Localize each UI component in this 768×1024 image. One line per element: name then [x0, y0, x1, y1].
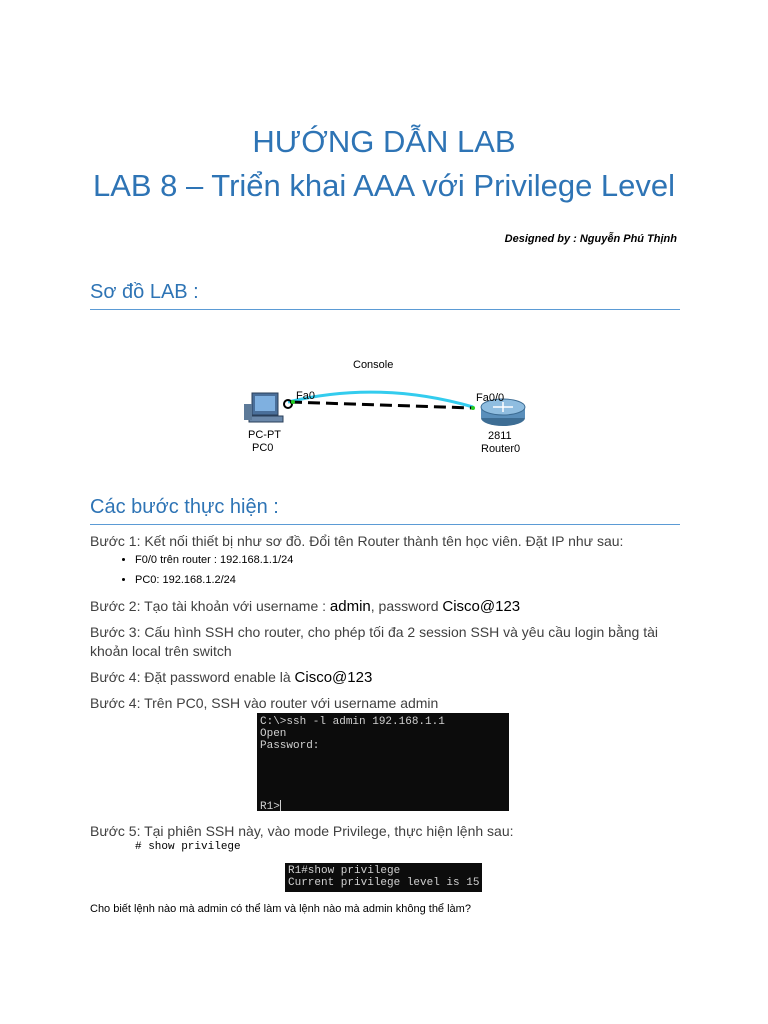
question-text: Cho biết lệnh nào mà admin có thể làm và lệnh nào mà admin không thể làm?: [90, 903, 471, 915]
terminal-line: C:\>ssh -l admin 192.168.1.1: [260, 716, 445, 728]
pc-link-light: [291, 400, 295, 404]
step-5: Bước 5: Tại phiên SSH này, vào mode Privilege, thực hiện lệnh sau:: [90, 823, 514, 839]
terminal-line: Password:: [260, 740, 320, 752]
section-heading-steps: Các bước thực hiện :: [90, 494, 680, 525]
step-2-password: Cisco@123: [442, 598, 521, 615]
pc-icon: [244, 393, 283, 422]
terminal-cursor: [280, 800, 281, 811]
router-model-label: 2811: [488, 430, 512, 442]
pc-name-label: PC0: [252, 442, 274, 454]
ip-bullet-list: [115, 550, 293, 590]
terminal-prompt-line: [260, 800, 506, 813]
step-1: Bước 1: Kết nối thiết bị như sơ đồ. Đổi tên Router thành tên học viên. Đặt IP như sau:: [90, 533, 624, 549]
doc-title-line2: LAB 8 – Triển khai AAA với Privilege Level: [92, 168, 676, 203]
designed-by: Designed by : Nguyễn Phú Thịnh: [504, 233, 677, 245]
terminal-line: [260, 752, 506, 764]
pc-port-label: Fa0: [296, 390, 315, 402]
terminal-line: Current privilege level is 15: [288, 877, 480, 889]
step-5-command: # show privilege: [135, 841, 241, 853]
terminal-line: R1#show privilege: [288, 865, 401, 877]
router-name-label: Router0: [481, 443, 521, 455]
network-diagram: [230, 352, 540, 462]
bullet-router-ip: • F0/0 trên router : 192.168.1.1/24: [135, 550, 293, 570]
section-heading-topology: Sơ đồ LAB :: [90, 279, 680, 310]
step-2-text: Bước 2: Tạo tài khoản với username :: [90, 598, 330, 614]
step-4b: Bước 4: Trên PC0, SSH vào router với username admin: [90, 695, 439, 711]
console-label: Console: [353, 359, 394, 371]
router-port-label: Fa0/0: [476, 392, 505, 404]
step-2-username: admin: [329, 598, 371, 615]
step-4a-text: Bước 4: Đặt password enable là: [90, 669, 295, 685]
doc-title-line1: HƯỚNG DẪN LAB: [252, 124, 516, 159]
pc-type-label: PC-PT: [248, 429, 281, 441]
terminal-line: Open: [260, 728, 287, 740]
terminal-show-privilege: [285, 863, 482, 892]
terminal-prompt: R1>: [260, 801, 280, 813]
step-3: Bước 3: Cấu hình SSH cho router, cho phép tối đa 2 session SSH và yêu cầu login bằng tài khoản local trên switch: [90, 624, 659, 659]
terminal-ssh-login: [257, 713, 509, 811]
step-2-mid: , password: [370, 598, 443, 614]
ethernet-cable: [290, 402, 473, 408]
bullet-pc-ip: • PC0: 192.168.1.2/24: [135, 570, 293, 590]
step-4a-password: Cisco@123: [294, 669, 373, 686]
step-2: [90, 597, 680, 616]
terminal-line: [260, 788, 506, 800]
step-4a: [90, 668, 680, 687]
router-link-light: [471, 406, 475, 410]
